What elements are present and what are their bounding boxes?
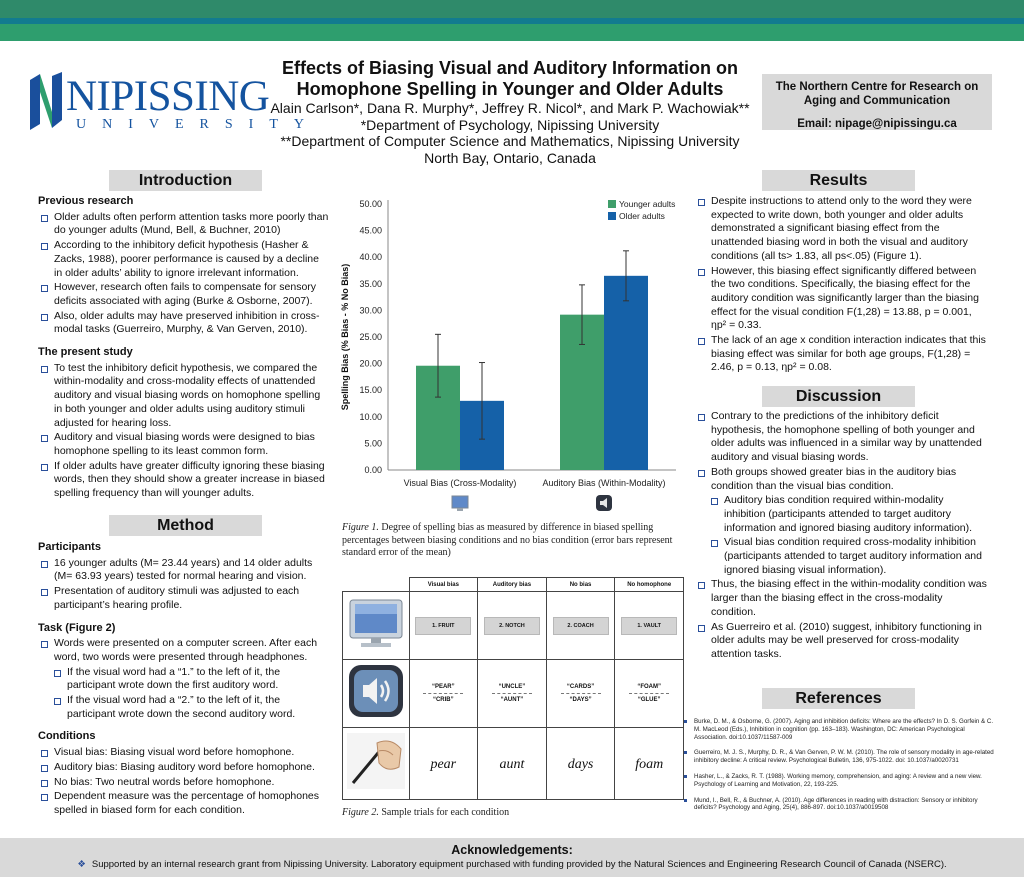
list-item: Visual bias: Biasing visual word before homophone. bbox=[38, 746, 330, 760]
list-item: No bias: Two neutral words before homophone. bbox=[38, 776, 330, 790]
acknowledgements-text-line bbox=[0, 859, 1024, 870]
references-list bbox=[678, 718, 998, 820]
y-tick-label: 45.00 bbox=[359, 225, 382, 236]
legend-swatch bbox=[608, 200, 616, 208]
auditory-word-1: “UNCLE” bbox=[498, 684, 526, 690]
acknowledgements-bar bbox=[0, 838, 1024, 877]
previous-research-heading: Previous research bbox=[38, 195, 134, 207]
trial-cell bbox=[478, 660, 547, 728]
trial-cell bbox=[409, 592, 478, 660]
method-heading: Method bbox=[109, 515, 262, 536]
reference-item: Burke, D. M., & Osborne, G. (2007). Aging and inhibition deficits: Where are the effects? In D. S. Gorfein & C. M. MacLeod (Eds.), Inhibition in cognition (pp. 163–183). Washington, DC: American Psychological Association. doi:10.1037/11587-009 bbox=[678, 718, 998, 741]
visual-word: 1. FRUIT bbox=[415, 617, 471, 635]
column-header: No homophone bbox=[615, 578, 684, 592]
trial-cell bbox=[409, 660, 478, 728]
figure-1-label: Figure 1. bbox=[342, 522, 379, 533]
trial-cell bbox=[615, 728, 684, 800]
auditory-word-2: “GLUE” bbox=[637, 697, 661, 703]
affiliation-2: **Department of Computer Science and Mathematics, Nipissing University bbox=[280, 133, 740, 149]
conditions-list bbox=[38, 746, 330, 818]
writing-hand-icon bbox=[347, 733, 405, 789]
university-logo bbox=[28, 72, 320, 142]
list-item: As Guerreiro et al. (2010) suggest, inhibitory functioning in older adults may be well preserved for cross-modality attention tasks. bbox=[695, 621, 987, 662]
auditory-word-2: “CRIB” bbox=[432, 697, 454, 703]
figure-2-text: Sample trials for each condition bbox=[381, 807, 510, 818]
list-subitem: If the visual word had a “2.” to the left of it, the participant wrote down the second auditory word. bbox=[51, 694, 330, 721]
list-item: However, research often fails to compensate for sensory deficits associated with aging (Burke & Osborne, 2007). bbox=[38, 281, 330, 308]
trial-cell bbox=[546, 660, 615, 728]
sample-trials-figure bbox=[342, 577, 684, 800]
centre-info-box bbox=[762, 74, 992, 130]
list-subitem: Visual bias condition required cross-modality inhibition (participants attended to target auditory information and ignored biasing visual information). bbox=[708, 536, 987, 577]
method-section bbox=[38, 541, 330, 819]
figure-2-label: Figure 2. bbox=[342, 807, 379, 818]
reference-item: Guerreiro, M. J. S., Murphy, D. R., & Van Gerven, P. W. M. (2010). The role of sensory modality in age-related inhibitory decline: A critical review. Psychological Bulletin, 136, 975-1022. doi: 10.1037/a0020731 bbox=[678, 749, 998, 765]
written-response: aunt bbox=[499, 756, 525, 772]
list-item: Older adults often perform attention tasks more poorly than do younger adults (Mund, Bell, & Buchner, 2010) bbox=[38, 211, 330, 238]
speaker-icon bbox=[347, 663, 405, 719]
trial-cell bbox=[615, 592, 684, 660]
university-name: NIPISSING bbox=[66, 73, 270, 120]
contact-email: Email: nipage@nipissingu.ca bbox=[797, 118, 957, 130]
bar bbox=[604, 276, 648, 470]
y-tick-label: 25.00 bbox=[359, 332, 382, 342]
figure-1-caption bbox=[342, 522, 682, 560]
participants-heading: Participants bbox=[38, 541, 101, 553]
monitor-cell bbox=[343, 592, 410, 660]
y-tick-label: 0.00 bbox=[364, 465, 382, 475]
writing-hand-cell bbox=[343, 728, 410, 800]
reference-item: Mund, I., Bell, R., & Buchner, A. (2010). Age differences in reading with distraction: Sensory or inhibitory deficits? Psychology and Aging, 25(4), 886-897. doi:10.1037/a0019508 bbox=[678, 797, 998, 813]
introduction-section bbox=[38, 195, 330, 502]
reference-item: Hasher, L., & Zacks, R. T. (1988). Working memory, comprehension, and aging: A review and a new view. Psychology of Learning and Motivation, 22, 193-225. bbox=[678, 773, 998, 789]
list-item: According to the inhibitory deficit hypothesis (Hasher & Zacks, 1988), poorer performance is caused by a decline in older adults’ ability to ignore irrelevant information. bbox=[38, 239, 330, 280]
list-item: Presentation of auditory stimuli was adjusted to each participant’s hearing profile. bbox=[38, 585, 330, 612]
column-header: Visual bias bbox=[409, 578, 478, 592]
discussion-list bbox=[695, 410, 987, 662]
list-item: The lack of an age x condition interaction indicates that this biasing effect was similar for both age groups, F(1,28) = 2.46, p = 0.13, ηp² = 0.08. bbox=[695, 334, 987, 375]
results-heading: Results bbox=[762, 170, 915, 191]
y-tick-label: 50.00 bbox=[359, 199, 382, 209]
visual-word: 2. COACH bbox=[553, 617, 609, 635]
affiliation-1: *Department of Psychology, Nipissing University bbox=[360, 116, 660, 133]
auditory-word-1: “FOAM” bbox=[637, 684, 662, 690]
university-subtitle: UNIVERSITY bbox=[76, 117, 320, 132]
list-item: Auditory bias: Biasing auditory word before homophone. bbox=[38, 761, 330, 775]
auditory-word-2: “DAYS” bbox=[569, 697, 592, 703]
trial-cell bbox=[478, 728, 547, 800]
legend-label: Older adults bbox=[619, 211, 665, 221]
list-item: Thus, the biasing effect in the within-modality condition was larger than the biasing effect in the cross-modality condition. bbox=[695, 578, 987, 619]
trial-cell bbox=[409, 728, 478, 800]
visual-word: 2. NOTCH bbox=[484, 617, 540, 635]
spelling-bias-bar-chart bbox=[336, 188, 686, 518]
acknowledgements-text: Supported by an internal research grant from Nipissing University. Laboratory equipment purchased with funding provided by the Natural Sciences and Engineering Research Council of Canada (NSERC). bbox=[91, 859, 947, 870]
trial-cell bbox=[478, 592, 547, 660]
legend-label: Younger adults bbox=[619, 199, 676, 209]
present-study-heading: The present study bbox=[38, 346, 133, 359]
sample-trials-table bbox=[342, 577, 684, 800]
list-item: Auditory and visual biasing words were designed to bias homophone spelling to its least common form. bbox=[38, 431, 330, 458]
authors: Alain Carlson*, Dana R. Murphy*, Jeffrey R. Nicol*, and Mark P. Wachowiak** bbox=[270, 100, 750, 116]
centre-name: The Northern Centre for Research on Aging and Communication bbox=[775, 81, 979, 107]
list-item: Also, older adults may have preserved inhibition in cross-modal tasks (Guerreiro, Murphy, & Van Gerven, 2010). bbox=[38, 310, 330, 337]
results-list bbox=[695, 195, 987, 375]
figure-2-caption bbox=[342, 807, 682, 820]
y-tick-label: 5.00 bbox=[364, 438, 382, 449]
nipissing-logo-mark bbox=[28, 72, 68, 132]
trial-cell bbox=[615, 660, 684, 728]
trial-cell bbox=[546, 592, 615, 660]
written-response: pear bbox=[430, 756, 457, 772]
visual-word: 1. VAULT bbox=[621, 617, 677, 635]
list-item: Dependent measure was the percentage of homophones spelled in biased form for each condition. bbox=[38, 790, 330, 817]
previous-research-list bbox=[38, 211, 330, 337]
task-heading: Task (Figure 2) bbox=[38, 621, 116, 634]
monitor-icon bbox=[452, 496, 468, 508]
x-tick-label: Auditory Bias (Within-Modality) bbox=[542, 478, 666, 488]
y-tick-label: 15.00 bbox=[359, 385, 382, 396]
written-response: foam bbox=[635, 756, 664, 772]
discussion-section bbox=[695, 410, 987, 663]
present-study-list bbox=[38, 362, 330, 501]
list-subitem: Auditory bias condition required within-modality inhibition (participants attended to target auditory information and ignored biasing auditory information). bbox=[708, 494, 987, 535]
written-response: days bbox=[567, 756, 594, 772]
acknowledgements-heading: Acknowledgements: bbox=[451, 843, 573, 857]
list-item: Words were presented on a computer screen. After each word, two words were presented through headphones. bbox=[38, 637, 330, 664]
participants-list bbox=[38, 557, 330, 613]
y-tick-label: 10.00 bbox=[359, 411, 382, 422]
auditory-word-1: “CARDS” bbox=[566, 684, 595, 690]
x-tick-label: Visual Bias (Cross-Modality) bbox=[403, 478, 517, 488]
list-item: If older adults have greater difficulty ignoring these biasing words, then they should show a greater increase in biased spelling frequency than will younger adults. bbox=[38, 460, 330, 501]
task-list bbox=[38, 637, 330, 721]
introduction-heading: Introduction bbox=[109, 170, 262, 191]
monitor-stand-icon bbox=[457, 508, 463, 511]
legend-swatch bbox=[608, 212, 616, 220]
y-tick-label: 20.00 bbox=[359, 358, 382, 369]
y-tick-label: 30.00 bbox=[359, 305, 382, 316]
list-subitem: If the visual word had a “1.” to the left of it, the participant wrote down the first auditory word. bbox=[51, 666, 330, 693]
results-section bbox=[695, 195, 987, 376]
y-axis-label: Spelling Bias (% Bias - % No Bias) bbox=[340, 263, 350, 411]
column-header: Auditory bias bbox=[478, 578, 547, 592]
bullet-diamond-icon: ❖ bbox=[77, 859, 86, 870]
location: North Bay, Ontario, Canada bbox=[424, 149, 596, 166]
conditions-heading: Conditions bbox=[38, 730, 96, 743]
computer-monitor-icon bbox=[347, 597, 405, 649]
figure-1-text: Degree of spelling bias as measured by difference in biased spelling percentages between biasing conditions and no bias condition (error bars represent standard error of the mean) bbox=[342, 522, 673, 558]
list-item: However, this biasing effect significantly differed between the two conditions. Specifically, the biasing effect for the auditory condition was significantly larger than the biasing effect for the visual condition F(1,28) = 13.88, p = 0.001, ηp² = 0.33. bbox=[695, 265, 987, 334]
discussion-heading: Discussion bbox=[762, 386, 915, 407]
poster-title: Effects of Biasing Visual and Auditory Information on Homophone Spelling in Younger and Older Adults bbox=[281, 58, 739, 99]
y-tick-label: 35.00 bbox=[359, 278, 382, 289]
list-item: 16 younger adults (M= 23.44 years) and 14 older adults (M= 63.93 years) tested for normal hearing and vision. bbox=[38, 557, 330, 584]
list-item: Despite instructions to attend only to the word they were expected to write down, both younger and older adults demonstrated a significant biasing effect from the unattended biasing word in both the visual and auditory conditions (all ts> 1.83, all ps<.05) (Figure 1). bbox=[695, 195, 987, 264]
y-tick-label: 40.00 bbox=[359, 252, 382, 263]
auditory-word-2: “AUNT” bbox=[500, 697, 524, 703]
list-item: To test the inhibitory deficit hypothesis, we compared the within-modality and cross-modality effects of unattended auditory and visual biasing words on homophone spelling in both younger and older adults using auditory stimuli adjusted for hearing loss. bbox=[38, 362, 330, 431]
top-color-band bbox=[0, 0, 1024, 41]
list-item: Contrary to the predictions of the inhibitory deficit hypothesis, the homophone spelling of both younger and older adults was influenced in a similar way by unattended auditory and visual biasing words. bbox=[695, 410, 987, 465]
speaker-cell bbox=[343, 660, 410, 728]
list-item: Both groups showed greater bias in the auditory bias condition than the visual bias condition. bbox=[695, 466, 987, 493]
auditory-word-1: “PEAR” bbox=[431, 684, 455, 690]
column-header: No bias bbox=[546, 578, 615, 592]
poster-title-block bbox=[270, 58, 750, 166]
references-heading: References bbox=[762, 688, 915, 709]
trial-cell bbox=[546, 728, 615, 800]
